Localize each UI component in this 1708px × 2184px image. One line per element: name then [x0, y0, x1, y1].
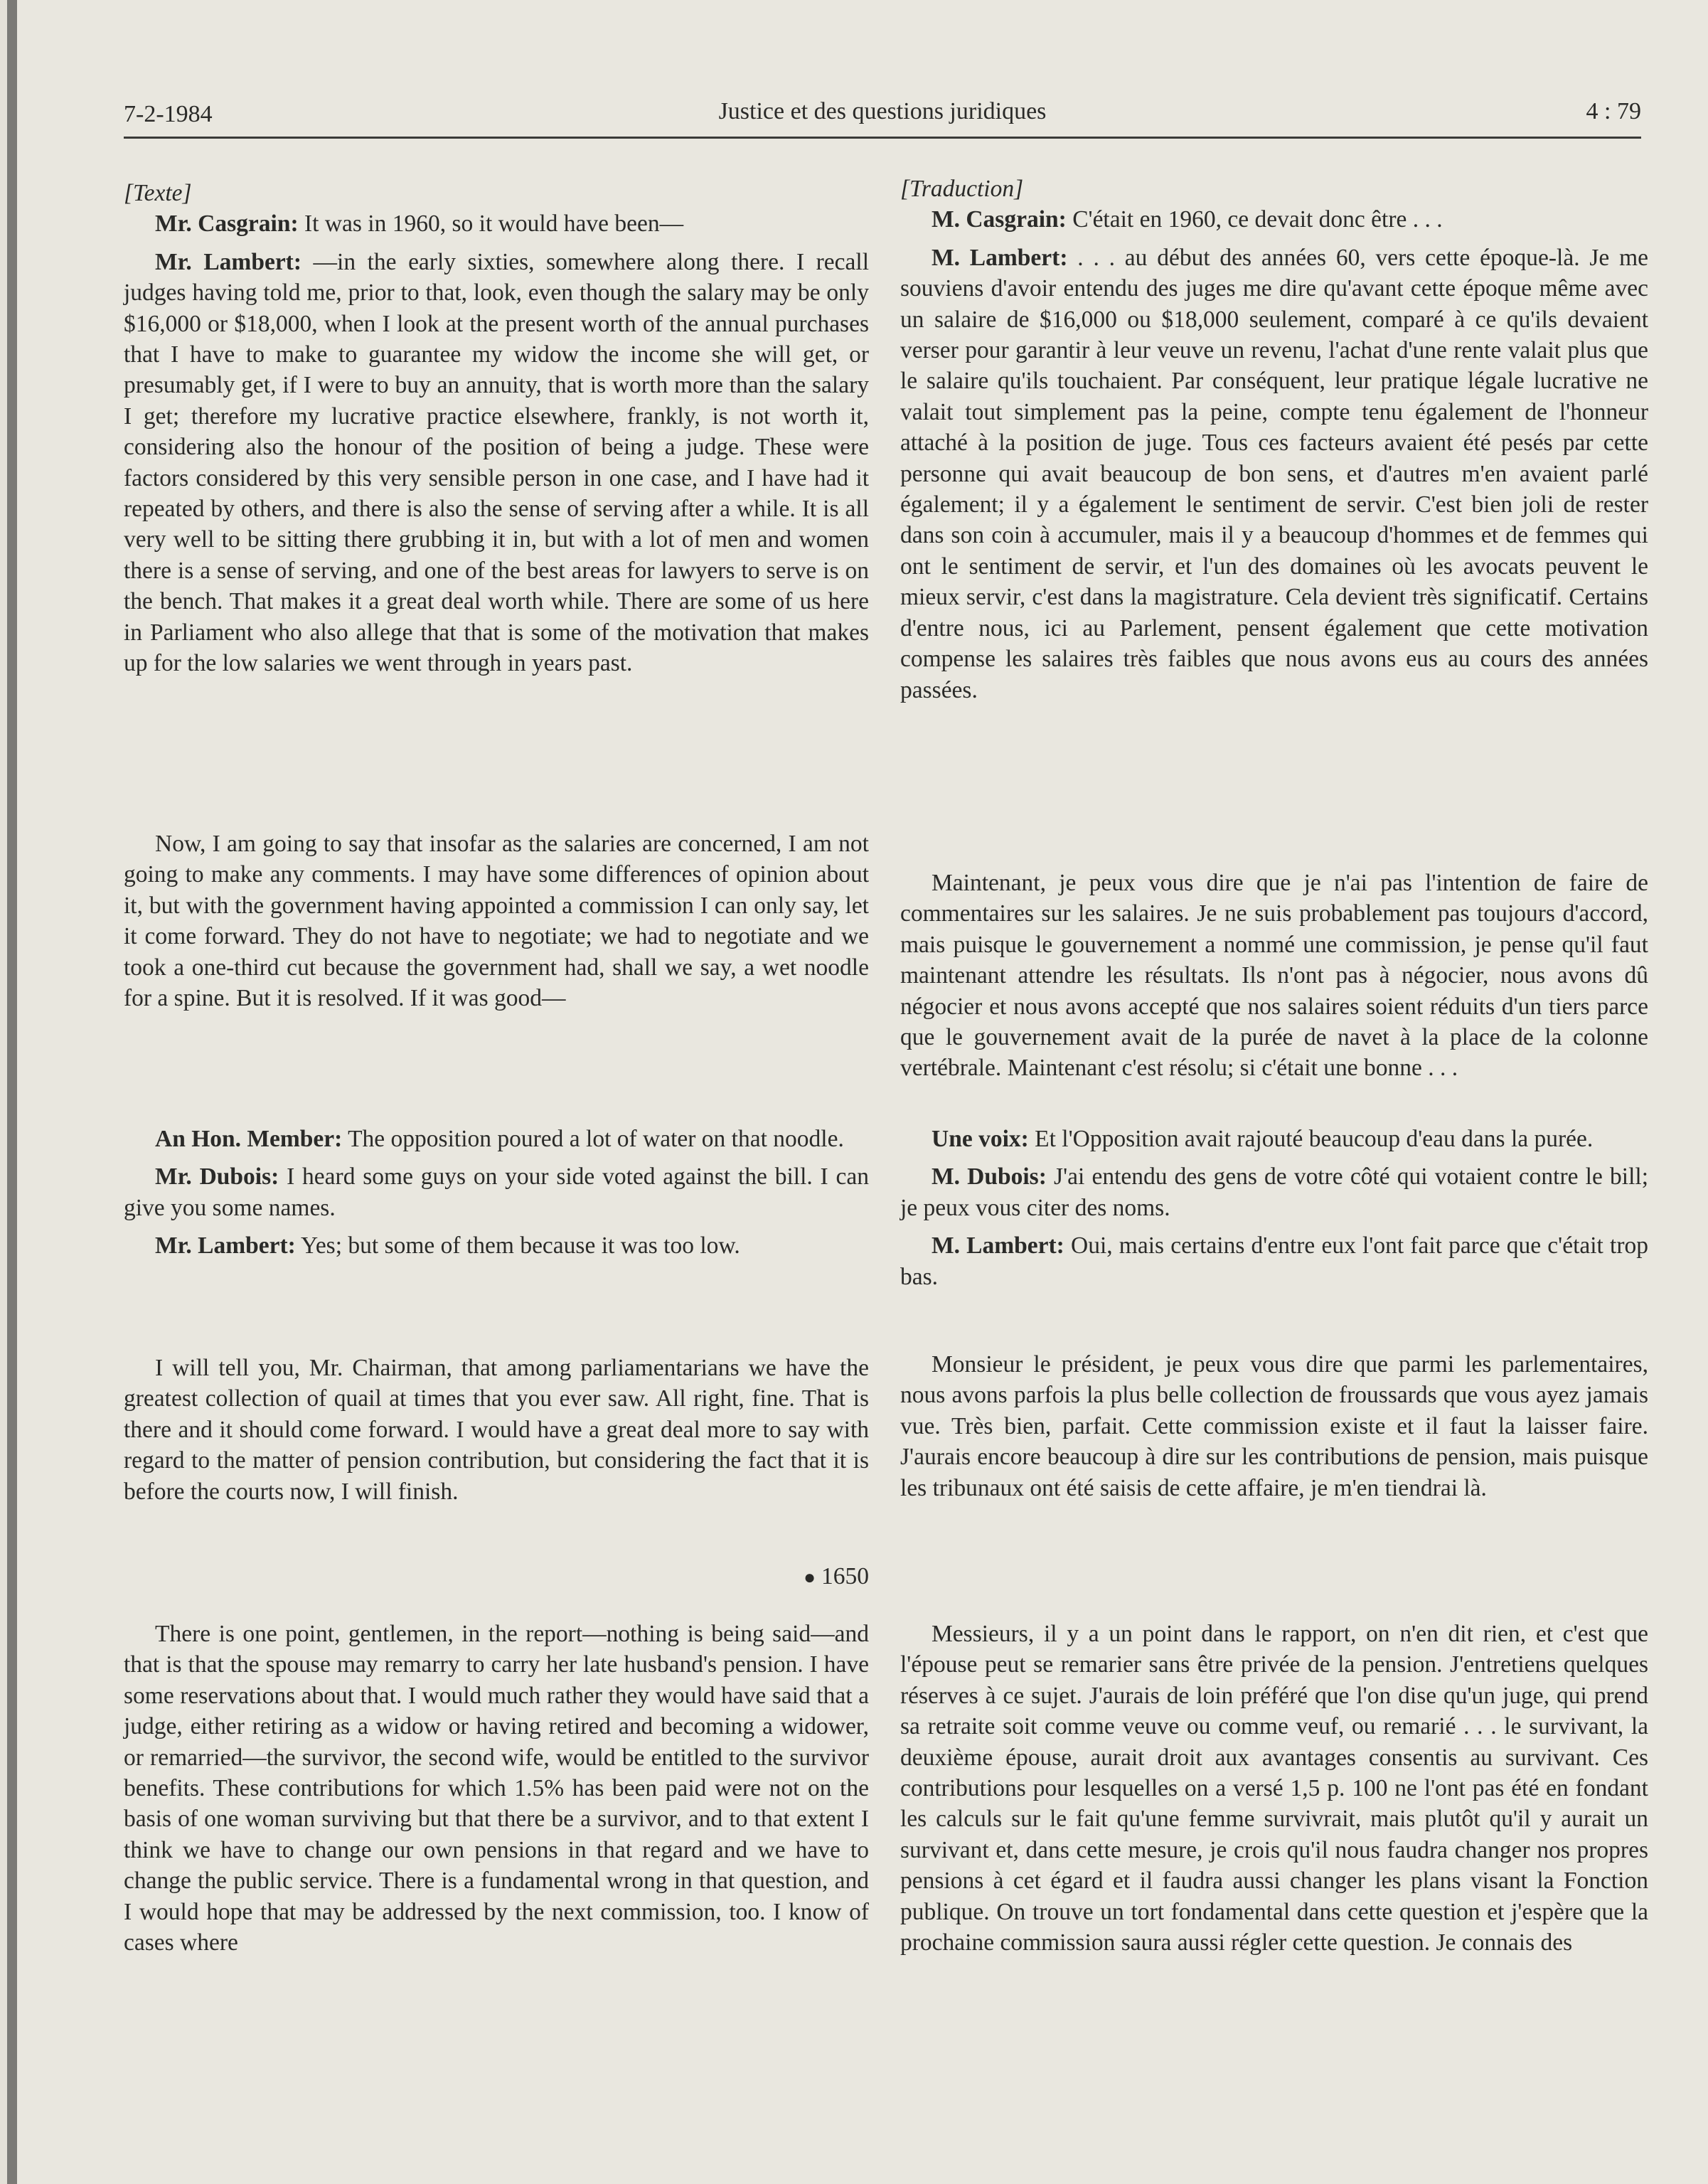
left-column-block-5	[124, 1619, 869, 1958]
speaker-name: M. Dubois:	[932, 1163, 1047, 1190]
left-column-block-3	[124, 1124, 869, 1262]
speaker-name: Mr. Lambert:	[155, 1232, 296, 1259]
speaker-name: Mr. Dubois:	[155, 1163, 279, 1190]
running-header	[124, 97, 1641, 139]
timestamp-marker: ● 1650	[804, 1563, 869, 1589]
right-column-label: [Traduction]	[900, 176, 1024, 202]
left-paragraph-4: An Hon. Member: The opposition poured a lot of water on that noodle.	[155, 1126, 844, 1152]
right-column-block-1	[900, 174, 1648, 705]
right-column-block-2	[900, 868, 1648, 1084]
speaker-name: Mr. Casgrain:	[155, 211, 299, 238]
left-paragraph-5: Mr. Dubois: I heard some guys on your side voted against the bill. I can give you some names.	[124, 1163, 869, 1221]
header-title: Justice et des questions juridiques	[718, 98, 1047, 124]
left-column-block-4	[124, 1353, 869, 1507]
right-paragraph-8: Messieurs, il y a un point dans le rapport, on n'en dit rien, et c'est que l'épouse peut se remarier sans être privée de la pension. J'entretiens quelques réserves à ce sujet. J'aurais de loin préféré que l'on dise qu'un juge, qui prend sa retraite soit comme veuve ou comme veuf, ou remarié . . . le survivant, la deuxième épouse, aurait droit aux avantages consentis au survivant. Ces contributions pour lesquelles on a versé 1,5 p. 100 ne l'ont pas été en fondant les calculs sur le fait qu'une femme survivrait, mais plutôt qu'il y aurait un survivant et, dans cette mesure, je crois qu'il nous faudra changer nos propres pensions à cet égard et il faudra aussi changer les plans visant la Fonction publique. On trouve un tort fondamental dans cette question et j'espère que la prochaine commission saura aussi régler cette question. Je connais des	[900, 1621, 1648, 1956]
document-page	[7, 0, 1708, 2184]
header-page-number: 4 : 79	[1586, 98, 1641, 124]
left-paragraph-2: Mr. Lambert: —in the early sixties, somewhere along there. I recall judges having told me, prior to that, look, even though the salary may be only $16,000 or $18,000, when I look at the present worth of the annual purchases that I have to make to guarantee my widow the income she will get, or presumably get, if I were to buy an annuity, that is worth more than the salary I get; therefore my lucrative practice elsewhere, frankly, is not worth it, considering also the honour of the position of being a judge. These were factors considered by this very sensible person in one case, and I have had it repeated by others, and there is also the sense of serving after a while. It is all very well to be sitting there grubbing it in, but with a lot of men and women there is a sense of serving, and one of the best areas for lawyers to serve is on the bench. That makes it a great deal worth while. There are some of us here in Parliament who also allege that that is some of the motivation that makes up for the low salaries we went through in years past.	[124, 248, 869, 677]
speaker-name: Mr. Lambert:	[155, 248, 301, 275]
speaker-name: M. Casgrain:	[932, 206, 1067, 233]
speaker-name: M. Lambert:	[932, 244, 1068, 271]
speaker-name: M. Lambert:	[932, 1232, 1064, 1259]
left-paragraph-8: There is one point, gentlemen, in the report—nothing is being said—and that is that the spouse may remarry to carry her late husband's pension. I have some reservations about that. I would much rather they would have said that a judge, either retiring as a widow or having retired and becoming a widower, or remarried—the survivor, the second wife, would be entitled to the survivor benefits. These contributions for which 1.5% has been paid were not on the basis of one woman surviving but that there be a survivor, and to that extent I think we have to change our own pensions in that regard and we have to change the public service. There is a fundamental wrong in that question, and I would hope that may be addressed by the next commission, too. I know of cases where	[124, 1621, 869, 1956]
speaker-name: Une voix:	[932, 1126, 1029, 1152]
right-column-block-3	[900, 1124, 1648, 1292]
right-paragraph-6: M. Lambert: Oui, mais certains d'entre eux l'ont fait parce que c'était trop bas.	[900, 1232, 1648, 1290]
speaker-name: An Hon. Member:	[155, 1126, 343, 1152]
right-column-block-5	[900, 1619, 1648, 1958]
left-paragraph-1: Mr. Casgrain: It was in 1960, so it would have been—	[155, 211, 684, 238]
right-paragraph-7: Monsieur le président, je peux vous dire que parmi les parlementaires, nous avons parfois la plus belle collection de froussards que vous ayez jamais vue. Très bien, parfait. Cette commission existe et il faut la laisser faire. J'aurais encore beaucoup à dire sur les contributions de pension, mais puisque les tribunaux ont été saisis de cette affaire, je m'en tiendrai là.	[900, 1351, 1648, 1501]
page-edge-shadow	[7, 0, 17, 2184]
left-paragraph-3: Now, I am going to say that insofar as the salaries are concerned, I am not going to make any comments. I may have some differences of opinion about it, but with the government having appointed a commission I can only say, let it come forward. They do not have to negotiate; we had to negotiate and we took a one-third cut because the government had, shall we say, a wet noodle for a spine. But it is resolved. If it was good—	[124, 831, 869, 1012]
bullet-icon: ●	[804, 1567, 816, 1589]
right-paragraph-5: M. Dubois: J'ai entendu des gens de votre côté qui votaient contre le bill; je peux vous citer des noms.	[900, 1163, 1648, 1221]
left-column-block-2	[124, 829, 869, 1013]
header-date: 7-2-1984	[124, 101, 213, 127]
right-paragraph-2: M. Lambert: . . . au début des années 60, vers cette époque-là. Je me souviens d'avoir entendu des juges me dire qu'avant cette époque même avec un salaire de $16,000 ou $18,000 seulement, comparé à ce qu'ils devaient verser pour garantir à leur veuve un revenu, l'achat d'une rente valait plus que le salaire qu'ils touchaient. Par conséquent, leur pratique légale lucrative ne valait tout simplement pas la peine, compte tenu également de l'honneur attaché à la position de juge. Tous ces facteurs avaient été pesés par cette personne qui avait beaucoup de bon sens, et d'autres m'en avaient parlé également; il y a également le sentiment de servir. C'est bien joli de rester dans son coin à accumuler, mais il y a beaucoup d'hommes et de femmes qui ont le sentiment de servir, et l'un des domaines où les avocats peuvent le mieux servir, c'est dans la magistrature. Cela devient très significatif. Certains d'entre nous, ici au Parlement, pensent également que cette motivation compense les salaires très faibles que nous avons eus au cours des années passées.	[900, 244, 1648, 703]
right-paragraph-3: Maintenant, je peux vous dire que je n'ai pas l'intention de faire de commentaires sur les salaires. Je ne suis probablement pas toujours d'accord, mais puisque le gouvernement a nommé une commission, je pense qu'il faut maintenant attendre les résultats. Ils n'ont pas à négocier, nous avons dû négocier et nous avons accepté que nos salaires soient réduits d'un tiers parce que le gouvernement avait de la purée de navet à la place de la colonne vertébrale. Maintenant c'est résolu; si c'était une bonne . . .	[900, 870, 1648, 1082]
left-paragraph-7: I will tell you, Mr. Chairman, that among parliamentarians we have the greatest collection of quail at times that you ever saw. All right, fine. That is there and it should come forward. I would have a great deal more to say with regard to the matter of pension contribution, but considering the fact that it is before the courts now, I will finish.	[124, 1355, 869, 1505]
left-column-block-1	[124, 178, 869, 679]
right-paragraph-4: Une voix: Et l'Opposition avait rajouté beaucoup d'eau dans la purée.	[932, 1126, 1594, 1152]
right-paragraph-1: M. Casgrain: C'était en 1960, ce devait donc être . . .	[932, 206, 1443, 233]
left-paragraph-6: Mr. Lambert: Yes; but some of them because it was too low.	[155, 1232, 740, 1259]
right-column-block-4	[900, 1349, 1648, 1503]
left-column-label: [Texte]	[124, 180, 192, 206]
